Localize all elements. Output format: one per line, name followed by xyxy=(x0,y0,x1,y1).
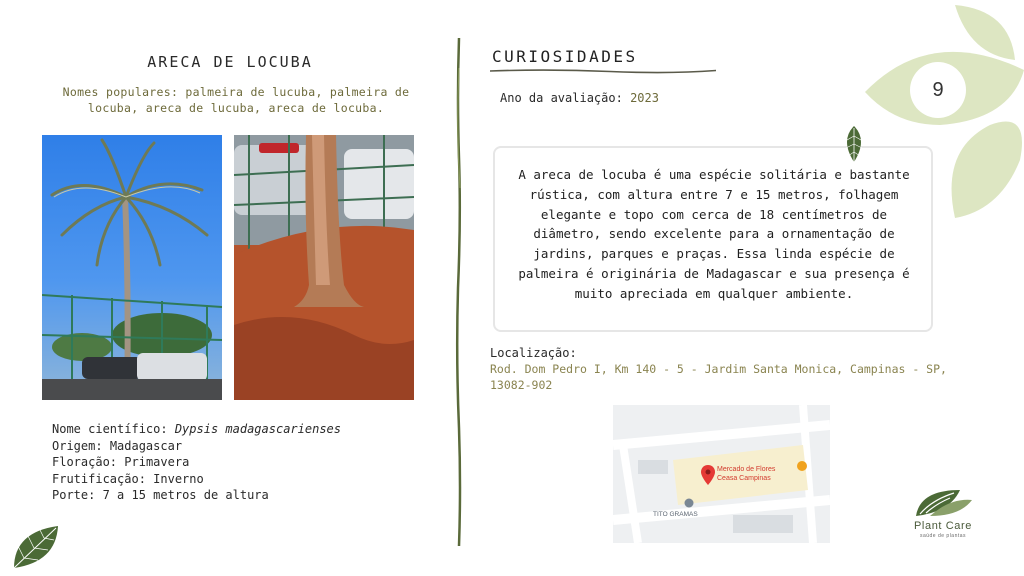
fact-flowering: Floração: Primavera xyxy=(52,455,190,469)
fact-origin: Origem: Madagascar xyxy=(52,438,183,453)
palm-trunk-photo xyxy=(234,135,414,400)
fact-fruiting: Frutificação: Inverno xyxy=(52,471,204,486)
page-number: 9 xyxy=(932,78,944,101)
plant-facts xyxy=(52,421,432,504)
evaluation-year: Ano da avaliação: 2023 xyxy=(500,91,659,105)
corner-leaf-icon xyxy=(10,522,62,572)
brand-name: Plant Care xyxy=(914,520,972,532)
plant-title: ARECA DE LOCUBA xyxy=(147,53,313,71)
brand-tagline: saúde de plantas xyxy=(919,533,967,539)
palm-tree-photo xyxy=(42,135,222,400)
popular-names: Nomes populares: palmeira de lucuba, palmeira de locuba, areca de lucuba, areca de locuba. xyxy=(62,85,410,115)
title-underline xyxy=(490,68,716,74)
map-secondary-label: TITO GRAMAS xyxy=(653,511,698,518)
curiosities-title: CURIOSIDADES xyxy=(492,47,638,66)
location-label: Localização: xyxy=(490,346,577,360)
fact-size: Porte: 7 a 15 metros de altura xyxy=(52,488,269,502)
description-text: A areca de locuba é uma espécie solitária e bastante rústica, com altura entre 7 e 15 metros, folhagem elegante e topo com cerca de 18 centímetros de diâmetro, sendo excelente para a ornamentação de jardins, parques e praças. Essa linda espécie de palmeira é originária de Madagascar e sua presença é muito apreciada em qualquer ambiente. xyxy=(518,167,910,301)
page-divider xyxy=(452,38,466,546)
location-address: Rod. Dom Pedro I, Km 140 - 5 - Jardim Santa Monica, Campinas - SP, 13082-902 xyxy=(490,362,947,392)
location-map[interactable] xyxy=(613,405,830,543)
page-number-badge xyxy=(910,62,966,118)
brand-logo-icon xyxy=(910,486,974,520)
map-pin-icon xyxy=(701,465,715,485)
fact-scientific-name: Nome científico: Dypsis madagascarienses xyxy=(52,422,341,436)
map-place-label: Mercado de Flores Ceasa Campinas xyxy=(717,466,776,482)
small-leaf-icon xyxy=(842,126,866,166)
